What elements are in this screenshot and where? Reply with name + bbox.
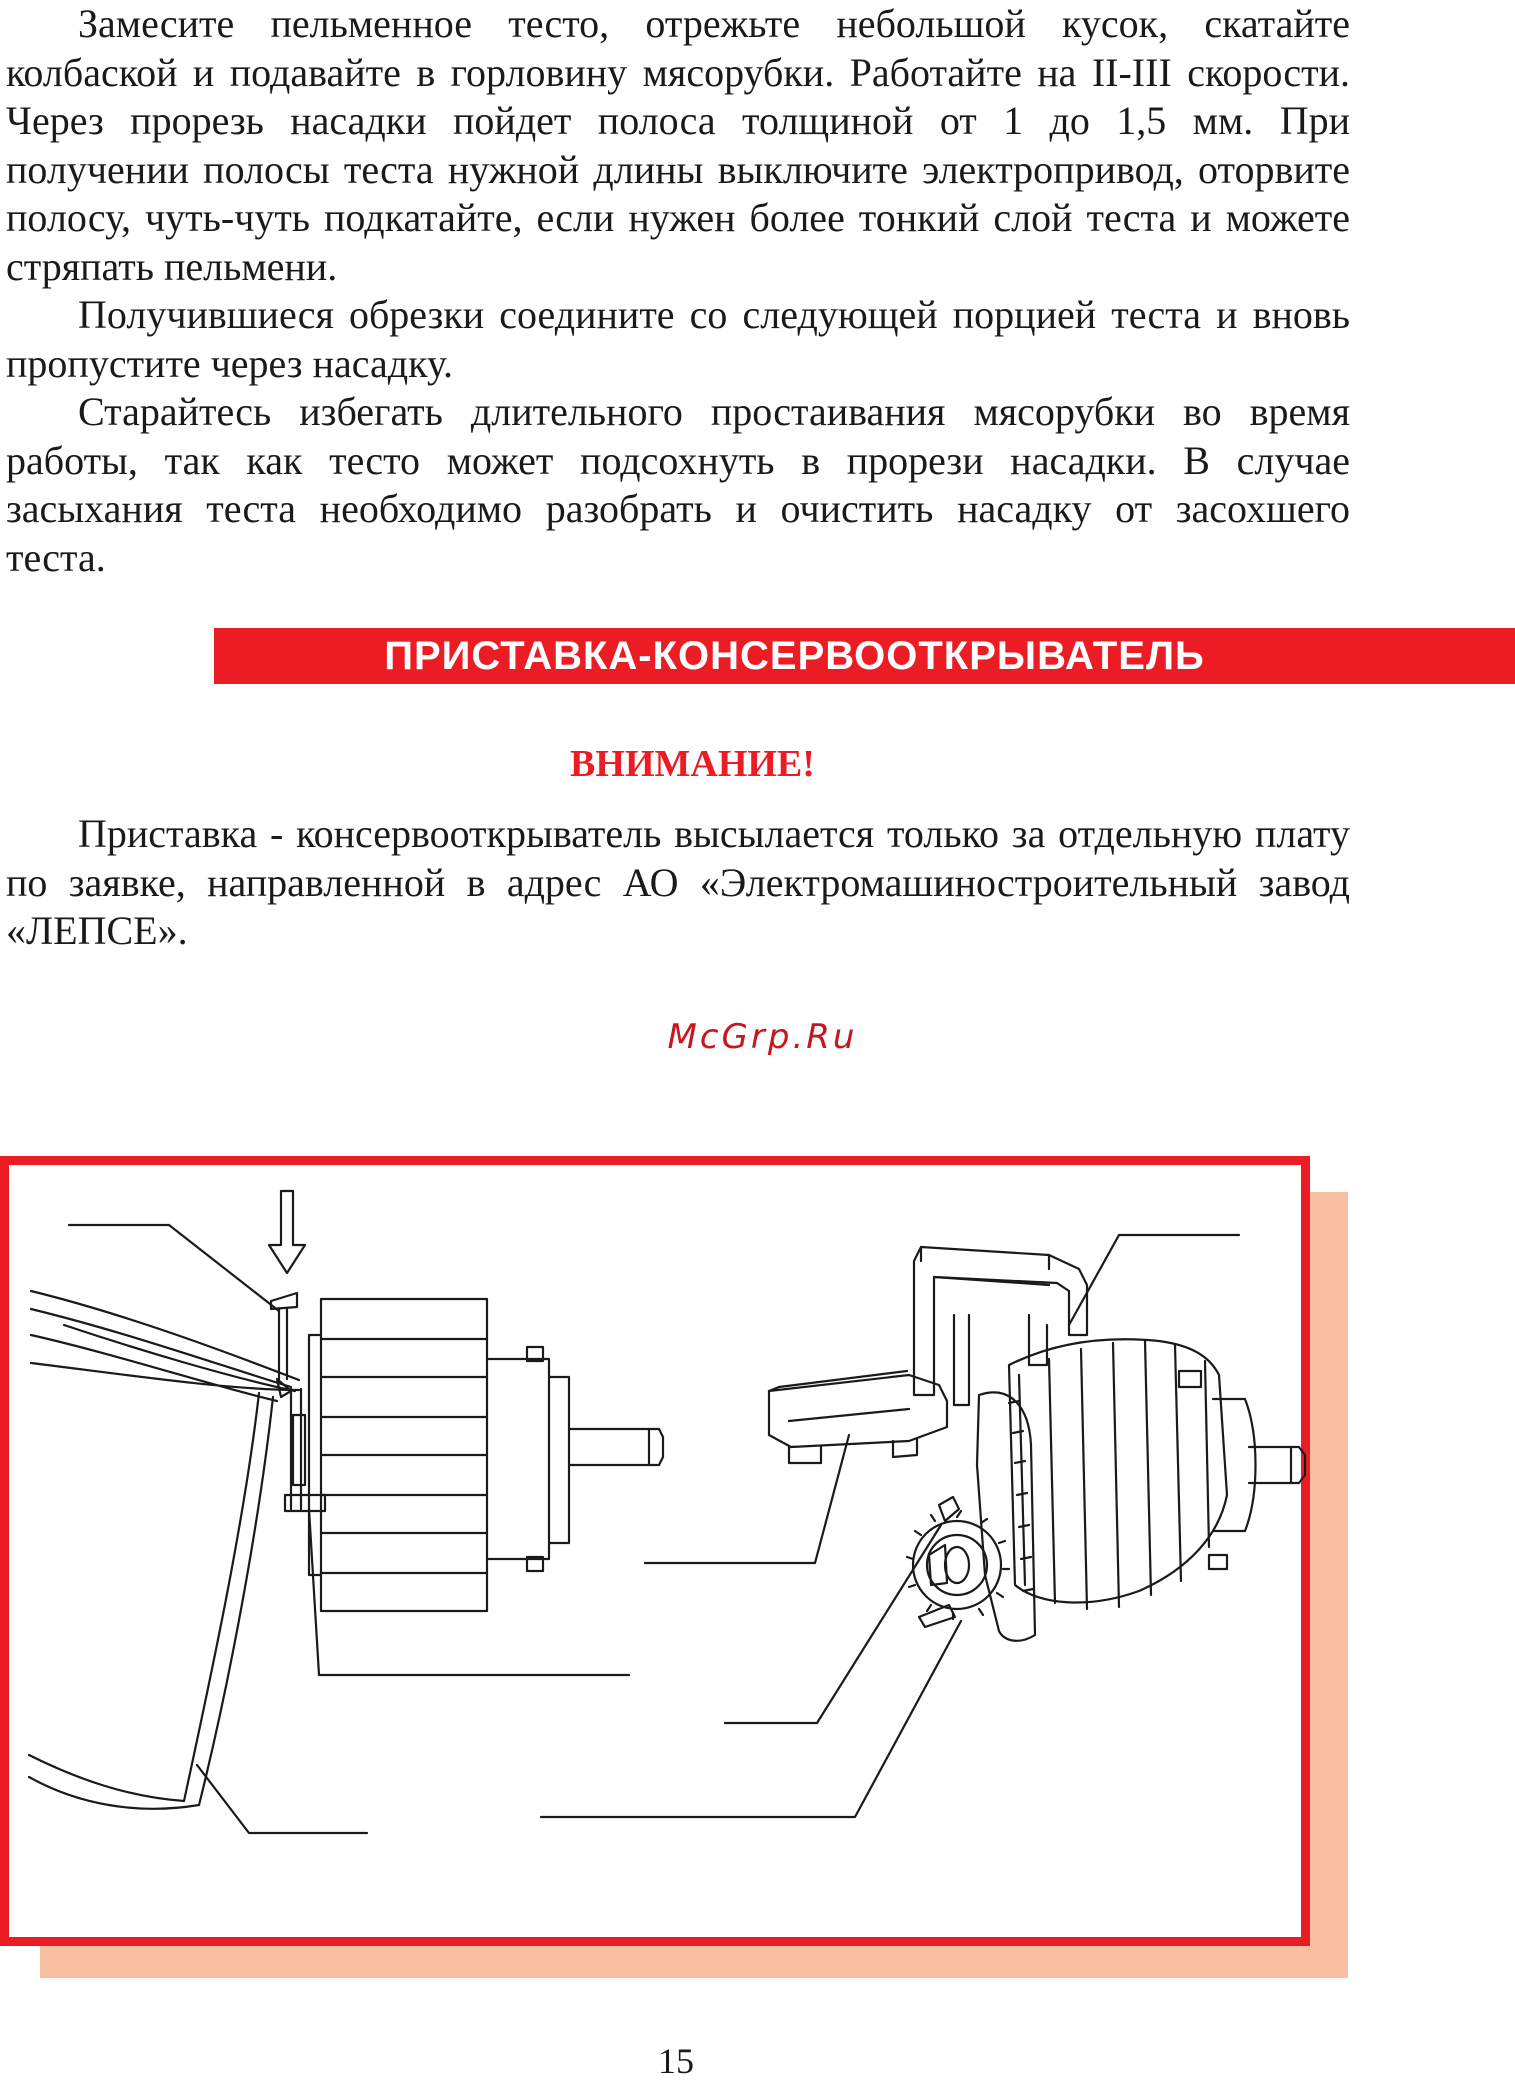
watermark: McGrp.Ru xyxy=(667,1017,858,1057)
right-view-drawing xyxy=(541,1235,1305,1817)
paragraph: Приставка - консервооткрыватель высылается только за отдельную плату по заявке, направленной в адрес АО «Электромашиностроительный завод «ЛЕПСЕ». xyxy=(6,811,1350,953)
body-text-notice xyxy=(6,810,1350,956)
paragraph: Получившиеся обрезки соедините со следующей порцией теста и вновь пропустите через насадку. xyxy=(6,292,1350,386)
body-text-top xyxy=(6,0,1350,582)
section-title-banner xyxy=(214,628,1515,684)
can-opener-illustration xyxy=(9,1165,1319,1955)
page-number: 15 xyxy=(658,2041,694,2081)
section-title: ПРИСТАВКА-КОНСЕРВООТКРЫВАТЕЛЬ xyxy=(384,634,1205,678)
paragraph: Старайтесь избегать длительного простаивания мясорубки во время работы, так как тесто может подсохнуть в прорези насадки. В случае засыхания теста необходимо разобрать и очистить насадку от засохшего теста. xyxy=(6,389,1350,580)
attention-heading: ВНИМАНИЕ! xyxy=(570,743,815,785)
paragraph: Замесите пельменное тесто, отрежьте небольшой кусок, скатайте колбаской и подавайте в горловину мясорубки. Работайте на II-III скорости. Через прорезь насадки пойдет полоса толщиной от 1 до 1,5 мм. При получении полосы теста нужной длины выключите электропривод, оторвите полосу, чуть-чуть подкатайте, если нужен более тонкий слой теста и можете стряпать пельмени. xyxy=(6,1,1350,289)
left-view-drawing xyxy=(29,1191,663,1833)
figure-frame xyxy=(0,1156,1310,1946)
